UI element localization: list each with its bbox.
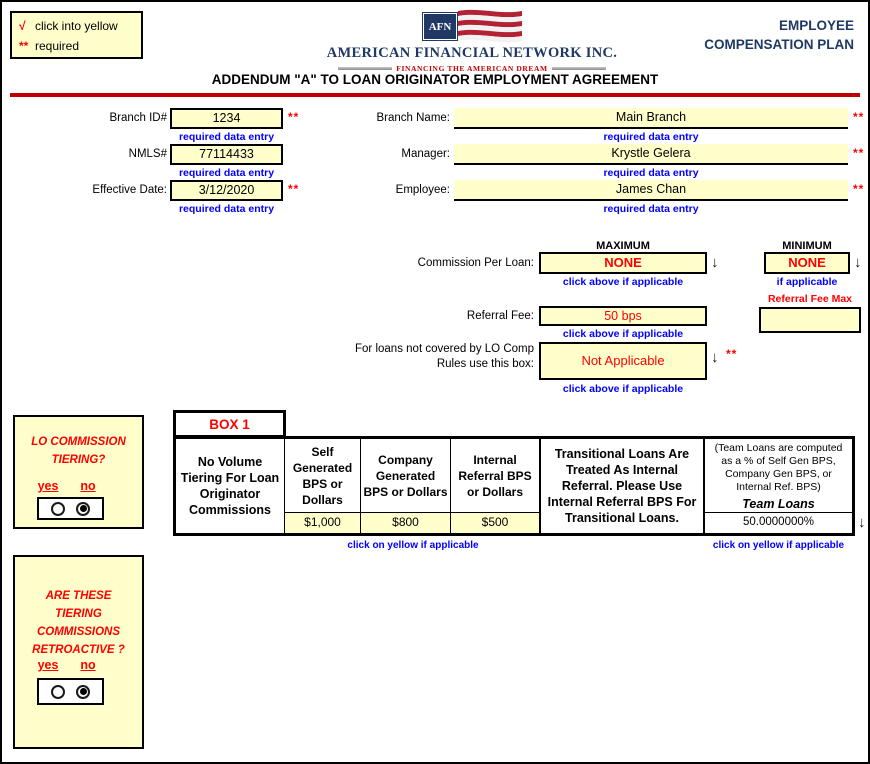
company-name: AMERICAN FINANCIAL NETWORK INC. (326, 45, 618, 61)
lo-comp-required-marker: ** (726, 347, 738, 361)
tagline-rule-right (552, 67, 606, 70)
retroactive-yes-label: yes (37, 658, 59, 672)
lo-commission-tiering-question: LO COMMISSION TIERING? (31, 436, 126, 466)
commission-min-note: if applicable (776, 276, 838, 288)
lo-comp-label-line2: Rules use this box: (436, 358, 534, 370)
transitional-loans-note: Transitional Loans Are Treated As Internal Referral. Please Use Internal Referral BPS For Transitional Loans. (541, 439, 705, 533)
branch-id-input[interactable]: 1234 (170, 108, 283, 129)
box1-title: BOX 1 (173, 410, 286, 438)
plan-title-line1: EMPLOYEE (778, 18, 854, 33)
company-generated-value-cell[interactable]: $800 (361, 512, 450, 533)
legend-click-row (19, 16, 141, 36)
referral-fee-note: click above if applicable (562, 328, 684, 340)
required-asterisks-icon: ** (19, 39, 29, 53)
legend-required-label: required (35, 39, 80, 53)
team-loans-value-cell[interactable]: 50.0000000% (705, 512, 852, 533)
tiering-radio-yes[interactable] (51, 502, 65, 516)
team-loans-note: (Team Loans are computed as a % of Self Gen BPS, Company Gen BPS, or Internal Ref. BPS) (714, 442, 843, 493)
box1-click-note-right: click on yellow if applicable (712, 540, 845, 551)
branch-name-input[interactable]: Main Branch (454, 108, 848, 129)
self-generated-value-cell[interactable]: $1,000 (285, 512, 360, 533)
box1-col-team-loans (705, 439, 852, 533)
company-logo (322, 8, 622, 73)
internal-referral-value-cell[interactable]: $500 (451, 512, 539, 533)
manager-note: required data entry (603, 167, 699, 179)
tiering-radio-group (37, 497, 104, 520)
legend-box (10, 11, 143, 59)
document-title: ADDENDUM "A" TO LOAN ORIGINATOR EMPLOYMENT AGREEMENT (211, 72, 659, 87)
check-mark-icon: √ (19, 19, 26, 33)
employee-label: Employee: (395, 184, 450, 196)
title-divider-rule (10, 93, 860, 97)
plan-title (704, 16, 854, 54)
lo-comp-dropdown-arrow-icon[interactable]: ↓ (711, 349, 719, 366)
internal-referral-header: Internal Referral BPS or Dollars (458, 452, 532, 499)
lo-comp-note: click above if applicable (562, 383, 684, 395)
effective-date-note: required data entry (178, 203, 275, 215)
minimum-header: MINIMUM (782, 240, 832, 252)
box1-table (173, 436, 855, 536)
employee-input[interactable]: James Chan (454, 180, 848, 201)
referral-fee-label: Referral Fee: (466, 310, 534, 322)
effective-date-required-marker: ** (288, 182, 300, 196)
box1-col-self-generated (285, 439, 361, 533)
commission-min-input[interactable]: NONE (764, 252, 850, 274)
maximum-header: MAXIMUM (596, 240, 650, 252)
lo-comp-label-line1: For loans not covered by LO Comp (355, 343, 534, 355)
retroactive-radio-no[interactable] (76, 685, 90, 699)
branch-name-label: Branch Name: (376, 112, 450, 124)
logo-flag-row (322, 8, 622, 44)
self-generated-header: Self Generated BPS or Dollars (292, 444, 353, 507)
manager-input[interactable]: Krystle Gelera (454, 144, 848, 165)
company-generated-header: Company Generated BPS or Dollars (363, 452, 448, 499)
tiering-no-label: no (80, 479, 96, 493)
effective-date-input[interactable]: 3/12/2020 (170, 180, 283, 201)
tiering-yes-label: yes (37, 479, 59, 493)
commission-max-dropdown-arrow-icon[interactable]: ↓ (711, 254, 719, 271)
retroactive-box (13, 555, 144, 749)
box1-col-company-generated (361, 439, 451, 533)
retroactive-radio-group (37, 678, 104, 705)
branch-id-note: required data entry (178, 131, 275, 143)
commission-min-dropdown-arrow-icon[interactable]: ↓ (854, 254, 862, 271)
branch-id-required-marker: ** (288, 110, 300, 124)
box1-click-note-left: click on yellow if applicable (347, 540, 479, 551)
team-loans-dropdown-arrow-icon[interactable]: ↓ (858, 514, 866, 531)
branch-name-required-marker: ** (853, 110, 865, 124)
lo-comp-input[interactable]: Not Applicable (539, 342, 707, 380)
employee-note: required data entry (603, 203, 699, 215)
team-loans-label: Team Loans (742, 497, 815, 511)
waving-flag-icon (458, 8, 522, 44)
company-tagline: FINANCING THE AMERICAN DREAM (396, 64, 548, 73)
tagline-rule-left (338, 67, 392, 70)
nmls-note: required data entry (178, 167, 275, 179)
nmls-label: NMLS# (128, 148, 167, 160)
tiering-radio-no[interactable] (76, 502, 90, 516)
effective-date-label: Effective Date: (92, 184, 167, 196)
commission-max-note: click above if applicable (562, 276, 684, 288)
commission-per-loan-label: Commission Per Loan: (417, 257, 534, 269)
nmls-input[interactable]: 77114433 (170, 144, 283, 165)
retroactive-no-label: no (80, 658, 96, 672)
retroactive-radio-yes[interactable] (51, 685, 65, 699)
branch-name-note: required data entry (603, 131, 699, 143)
plan-title-line2: COMPENSATION PLAN (704, 37, 854, 52)
legend-required-row (19, 36, 141, 56)
referral-fee-input[interactable]: 50 bps (539, 306, 707, 326)
retroactive-question: ARE THESE TIERING COMMISSIONS RETROACTIVE ? (32, 590, 125, 656)
box1-col-internal-referral (451, 439, 541, 533)
afn-monogram: AFN (422, 12, 458, 41)
manager-label: Manager: (401, 148, 450, 160)
legend-click-label: click into yellow (35, 19, 118, 33)
box1-row-header: No Volume Tiering For Loan Originator Commissions (176, 439, 285, 533)
commission-max-input[interactable]: NONE (539, 252, 707, 274)
referral-fee-max-label: Referral Fee Max (767, 293, 853, 305)
branch-id-label: Branch ID# (109, 112, 167, 124)
employee-required-marker: ** (853, 182, 865, 196)
manager-required-marker: ** (853, 146, 865, 160)
referral-fee-max-input[interactable] (759, 307, 861, 333)
